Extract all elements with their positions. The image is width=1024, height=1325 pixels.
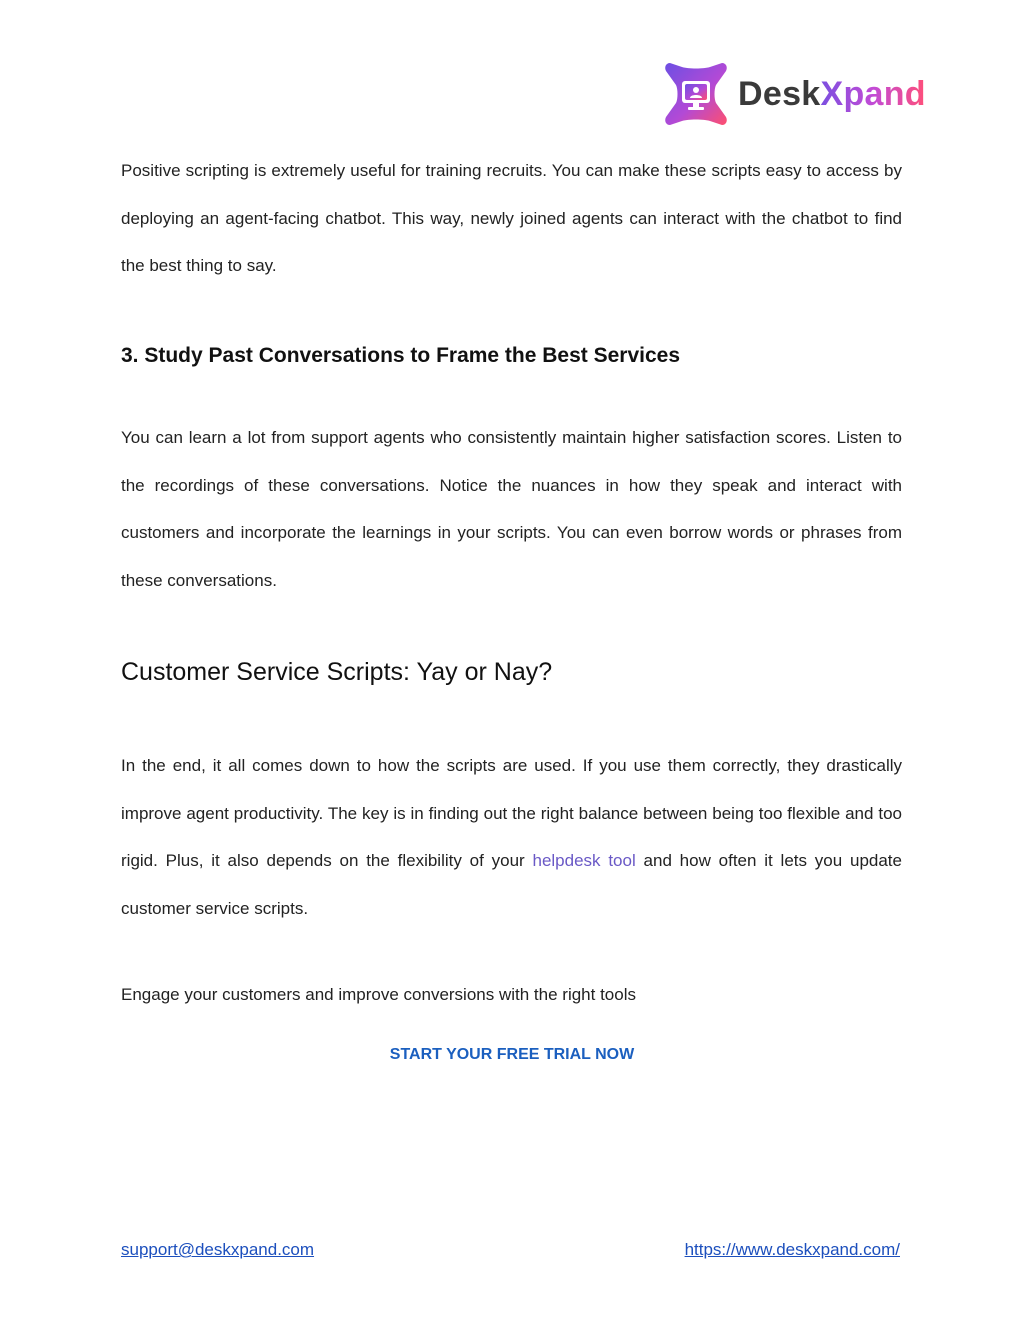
conclusion-paragraph [121,742,902,933]
start-free-trial-link[interactable]: START YOUR FREE TRIAL NOW [389,1046,635,1063]
section3-paragraph: You can learn a lot from support agents who consistently maintain higher satisfaction scores. Listen to the recordings of these conversations. Notice the nuances in how they speak and interact with customers and incorporate the learnings in your scripts. You can even borrow words or phrases from these conversations. [121,428,902,591]
conclusion-heading-wrap [121,656,902,688]
intro-section [121,147,902,290]
footer-website-link[interactable]: https://www.deskxpand.com/ [684,1240,900,1259]
brand-wordmark [738,77,926,111]
brand-name-part1: Desk [738,75,821,113]
section3-heading: 3. Study Past Conversations to Frame the Best Services [121,344,681,367]
section3-heading-wrap [121,342,902,370]
conclusion-heading: Customer Service Scripts: Yay or Nay? [121,658,553,686]
deskxpand-logo-icon [664,61,728,127]
conclusion-text-before-link: In the end, it all comes down to how the scripts are used. If you use them correctly, they drastically improve agent productivity. The key is in finding out the right balance between being too flexible and too rigid. Plus, it also depends on the flexibility of your [121,756,902,871]
footer-email-link[interactable]: support@deskxpand.com [121,1240,315,1259]
helpdesk-tool-link[interactable]: helpdesk tool [532,851,636,871]
conclusion-body [121,742,902,933]
engage-section [121,983,902,1007]
section3-body [121,414,902,605]
engage-text: Engage your customers and improve conversions with the right tools [121,985,636,1004]
intro-paragraph: Positive scripting is extremely useful for training recruits. You can make these scripts easy to access by deploying an agent-facing chatbot. This way, newly joined agents can interact with the chatbot to find the best thing to say. [121,161,902,276]
brand-logo [664,60,926,128]
brand-name-part2: Xpand [820,75,926,113]
conclusion-text-after-link: and how often it lets you update customer service scripts. [121,851,902,919]
